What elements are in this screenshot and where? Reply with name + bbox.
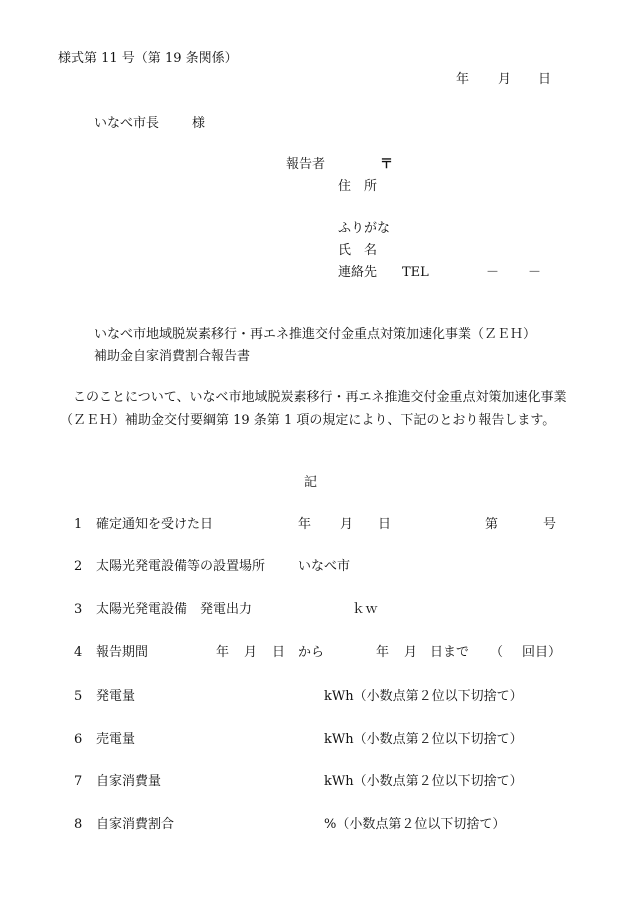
ki-heading: 記 [304,475,318,490]
item-3-unit: ｋｗ [352,602,379,617]
item-4-times: 回目） [522,645,562,660]
item-4-day-start: 日 [272,645,286,660]
tel-label: TEL [402,265,429,280]
item-3-number: 3 [74,602,83,617]
item-2-number: 2 [74,559,83,574]
item-4-kara: から [298,645,325,660]
tel-dash-2: － [528,265,542,280]
item-6-unit: kWh（小数点第２位以下切捨て） [324,732,523,747]
date-day-label: 日 [538,72,552,87]
body-paragraph: このことについて、いなべ市地域脱炭素移行・再エネ推進交付金重点対策加速化事業（ＺＥＨ）補助金交付要綱第 19 条第 1 項の規定により、下記のとおり報告します。 [60,390,567,428]
item-7-unit: kWh（小数点第２位以下切捨て） [324,774,523,789]
item-7-number: 7 [74,774,83,789]
item-4-year-end: 年 [376,645,390,660]
item-4-year-start: 年 [216,645,230,660]
contact-label: 連絡先 [338,265,378,280]
addressee-honorific: 様 [192,116,206,131]
item-4-number: 4 [74,645,83,660]
tel-dash-1: － [486,265,500,280]
item-5-label: 発電量 [96,689,136,704]
furigana-label: ふりがな [338,221,391,236]
item-1-month: 月 [340,517,354,532]
item-6-label: 売電量 [96,732,136,747]
item-4-label: 報告期間 [96,645,149,660]
date-month-label: 月 [498,72,512,87]
item-8-label: 自家消費割合 [96,817,175,832]
report-title-line-2: 補助金自家消費割合報告書 [94,349,251,364]
item-4-month-end: 月 [404,645,418,660]
address-label: 住 所 [338,179,378,194]
item-2-label: 太陽光発電設備等の設置場所 [96,559,266,574]
name-label: 氏 名 [338,243,378,258]
item-4-paren-open: （ [490,645,504,660]
date-year-label: 年 [456,72,470,87]
item-7-label: 自家消費量 [96,774,162,789]
addressee-name: いなべ市長 [94,116,160,131]
postal-mark: 〒 [380,157,394,172]
item-6-number: 6 [74,732,83,747]
item-5-unit: kWh（小数点第２位以下切捨て） [324,689,523,704]
item-4-month-start: 月 [244,645,258,660]
item-1-number: 1 [74,517,83,532]
item-8-number: 8 [74,817,83,832]
item-8-unit: %（小数点第２位以下切捨て） [324,817,506,832]
report-title-line-1: いなべ市地域脱炭素移行・再エネ推進交付金重点対策加速化事業（ＺＥＨ） [94,327,537,342]
reporter-label: 報告者 [286,157,326,172]
item-1-year: 年 [298,517,312,532]
item-5-number: 5 [74,689,83,704]
item-4-day-end: 日まで [430,645,470,660]
item-1-label: 確定通知を受けた日 [96,517,214,532]
item-1-go: 号 [543,517,557,532]
item-2-value: いなべ市 [298,559,351,574]
item-1-dai: 第 [485,517,499,532]
item-3-label: 太陽光発電設備 発電出力 [96,602,253,617]
form-number: 様式第 11 号（第 19 条関係） [58,51,238,66]
item-1-day: 日 [378,517,392,532]
